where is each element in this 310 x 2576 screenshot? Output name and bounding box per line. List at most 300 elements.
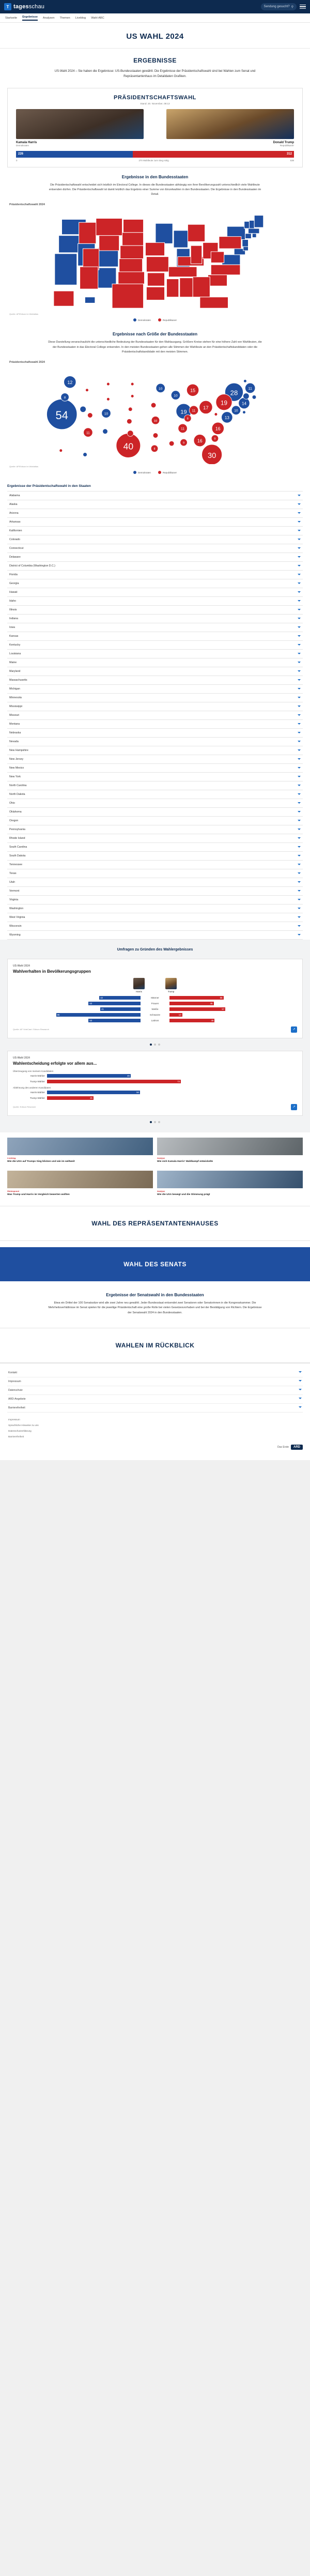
state-AL[interactable] [180,278,193,297]
chevron-down-icon[interactable] [298,758,301,760]
accordion-row[interactable] [7,808,303,817]
bubble-DE[interactable] [243,411,246,414]
banner-senate-title: WAHL DES SENATS [123,1261,187,1268]
accordion-row[interactable] [7,694,303,702]
accordion-row-label: Tennessee [9,863,23,866]
accordion-row[interactable] [7,535,303,544]
chevron-down-icon[interactable] [298,556,301,558]
footer-meta-link[interactable]: Impressum [8,1418,20,1421]
accordion-row[interactable] [7,746,303,755]
banner-retrospective[interactable] [0,1328,310,1363]
chart2-value: 25 [90,1096,92,1099]
footer-meta-link[interactable]: Sprachliche Hinweise zu uns [8,1423,39,1427]
chevron-down-icon[interactable] [298,934,301,936]
accordion-row[interactable] [7,931,303,940]
chevron-down-icon[interactable] [298,749,301,751]
chevron-down-icon[interactable] [298,837,301,839]
state-MT[interactable] [96,219,122,236]
nav-item-startseite[interactable]: Startseite [5,16,18,20]
bubble-NV[interactable] [80,406,86,412]
chevron-down-icon[interactable] [298,521,301,523]
state-NJ[interactable] [242,240,249,247]
state-IA[interactable] [145,243,164,256]
legend2-democrats [133,471,151,474]
bubble-label-CO: 10 [104,412,109,416]
chevron-down-icon[interactable] [298,785,301,786]
footer-links[interactable] [7,1369,303,1413]
accordion-row[interactable] [7,887,303,896]
state-MS[interactable] [166,279,178,297]
chevron-down-icon[interactable] [298,916,301,918]
accordion-row-label: Rhode Island [9,836,25,840]
chevron-down-icon[interactable] [298,503,301,505]
state-WI[interactable] [174,231,188,248]
chevron-down-icon[interactable] [298,723,301,725]
block-1-text: Die Präsidentschaftswahl entscheidet sich letztlich im Electoral College. In dieses die Bundesstaaten abhängig von ihrer Bevölkerungszahl unterschiedlich viele Wahlleute entsenden dürfen. Die Präsidentschaftswahl ist damit letztlich das Ergebnis einer Summe von Einzelwahlen in den Bundesstaaten. Die Ergebnisse in den Bundesstaaten im Detail. [49,183,261,196]
state-VA[interactable] [222,255,240,265]
accordion-row-label: Minnesota [9,696,22,699]
accordion-row[interactable] [7,799,303,808]
state-IN[interactable] [191,246,202,264]
accordion-row-label: Virginia [9,898,19,901]
bubble-SD[interactable] [131,394,134,397]
chevron-down-icon[interactable] [298,688,301,689]
accordion-row[interactable] [7,544,303,553]
senate-text: Etwa ein Drittel der 100 Senatssitze wird alle zwei Jahre neu gewählt. Jeder Bundesstaat entsendet zwei Senatoren oder Senatorinnen in die Kongresskammer. Die Mehrheitsverhältnisse im Senat spielen für die jeweilige Präsidentschaft eine große Rolle bei vielen Gesetzesvorhaben und bei der Bestätigung von Richtern. Die Ergebnisse der Senatswahl 2024 in den Bundesstaaten. [48,1301,262,1314]
legend-republicans-label: Republikaner [162,319,177,322]
pager-dot-2[interactable] [154,1044,156,1046]
map-2-caption: Präsidentschaftswahl 2024 [9,360,45,364]
accordion-row-label: Mississippi [9,704,23,708]
accordion-row[interactable] [7,615,303,623]
accordion-row[interactable] [7,755,303,764]
footer-link[interactable] [7,1369,303,1377]
chart1-row [13,1002,297,1005]
chart1-category-label: Männer [151,996,159,999]
accordion-row[interactable] [7,676,303,685]
accordion-row[interactable] [7,729,303,738]
presidential-card [7,88,303,167]
teaser-2[interactable] [157,1138,303,1163]
accordion-row[interactable] [7,720,303,729]
accordion-row[interactable] [7,764,303,773]
block-1-heading: Ergebnisse in den Bundesstaaten [121,174,189,179]
accordion-row[interactable] [7,527,303,535]
accordion-row[interactable] [7,500,303,509]
chevron-down-icon[interactable] [298,706,301,707]
teaser-1[interactable] [7,1138,153,1163]
search-icon[interactable]: ⚲ [291,5,293,9]
teaser-1-text: Wie die USA auf Trumps Sieg blicken und wie im weltweit [7,1160,75,1163]
state-AZ[interactable] [80,267,98,289]
chart2-footer [13,1104,297,1110]
chevron-down-icon[interactable] [298,872,301,874]
search-input[interactable] [261,3,297,10]
bubble-AK[interactable] [59,449,63,452]
bubble-label-VA: 13 [224,415,229,420]
carousel-pager-2[interactable] [0,1121,310,1123]
state-MI[interactable] [188,225,205,242]
state-ID[interactable] [79,223,96,244]
chart2-bar [47,1096,94,1100]
presidential-header [8,88,302,109]
teaser-2-text: Wie sich Kamala Harris' Wahlkampf entwickelte [157,1160,213,1163]
banner-house-title: WAHL DES REPRÄSENTANTENHAUSES [91,1220,219,1228]
footer-link[interactable] [7,1386,303,1395]
accordion-row[interactable] [7,773,303,781]
chart1-bar-harris [56,1013,141,1017]
teaser-1-thumb [7,1138,153,1155]
accordion-row[interactable] [7,588,303,597]
state-NE[interactable] [120,246,144,259]
accordion-row[interactable] [7,571,303,579]
accordion-row-label: District of Columbia (Washington D.C.) [9,564,55,568]
bubble-ID[interactable] [86,389,89,392]
bubble-NE[interactable] [128,407,132,411]
chevron-down-icon[interactable] [298,776,301,777]
bubble-label-MD: 10 [234,409,238,413]
pager-dot-1[interactable] [150,1044,152,1046]
chart1-category-label: Weiße [151,1007,159,1010]
accordion-row[interactable] [7,650,303,658]
page-hero [0,23,310,49]
chevron-down-icon[interactable] [298,618,301,619]
chevron-down-icon[interactable] [298,811,301,812]
chevron-down-icon[interactable] [299,1398,302,1399]
chevron-down-icon[interactable] [298,846,301,848]
accordion-row-label: Wisconsin [9,924,22,928]
accordion-row[interactable] [7,711,303,720]
accordion-row-label: Wyoming [9,933,21,937]
accordion-row[interactable] [7,553,303,562]
footer-meta-links[interactable] [7,1417,303,1439]
chevron-down-icon[interactable] [298,495,301,496]
chevron-down-icon[interactable] [298,908,301,909]
bubble-label-AZ: 11 [86,431,90,435]
state-MN[interactable] [156,224,173,244]
chart1-value-harris: 41 [101,1007,104,1010]
chevron-down-icon[interactable] [298,565,301,566]
trump-name: Donald Trump [273,141,294,144]
results-lead: US-Wahl 2024 – Sie haben die Ergebnisse: US-Bundesstaaten gewählt. Die Ergebnisse der Präsidentschaftswahl sind bei Wahlen zum Senat und Repräsentantenhaus im Detaildaten Grafiken. [54,70,256,78]
site-footer [0,1363,310,1460]
nav-item-wahl-abc[interactable]: Wahl-ABC [91,16,104,20]
chevron-down-icon[interactable] [298,530,301,531]
accordion-row[interactable] [7,518,303,527]
state-PA[interactable] [219,237,241,249]
chevron-down-icon[interactable] [299,1371,302,1373]
chevron-down-icon[interactable] [298,741,301,742]
accordion-row[interactable] [7,685,303,694]
bubble-label-OR: 8 [64,396,66,400]
bubble-label-NJ: 14 [242,401,246,406]
state-HI[interactable] [85,297,95,303]
chart1-category-label: Latinos [151,1019,159,1022]
chevron-down-icon[interactable] [298,609,301,610]
pager2-dot-2[interactable] [154,1121,156,1123]
bubble-label-IL: 19 [180,409,187,416]
chart1-category-label: Schwarze [149,1013,161,1016]
accordion-row[interactable] [7,562,303,571]
nav-item-liveblog[interactable]: Liveblog [75,16,86,20]
footer-link[interactable] [7,1395,303,1404]
state-ND[interactable] [123,220,144,233]
bubble-WY[interactable] [106,397,110,401]
pager2-dot-1[interactable] [150,1121,152,1123]
chevron-down-icon[interactable] [298,600,301,602]
state-LA[interactable] [146,287,164,300]
accordion-row[interactable] [7,790,303,799]
state-NH[interactable] [249,221,254,229]
accordion-row[interactable] [7,781,303,790]
accordion-row[interactable] [7,904,303,913]
bubble-label-WI: 10 [174,394,178,398]
chevron-down-icon[interactable] [299,1389,302,1390]
bubble-VT[interactable] [243,379,246,382]
surveys-cards-wrap [0,959,310,1132]
senate-heading: Ergebnisse der Senatswahl in den Bundesstaaten [106,1293,204,1298]
accordion-row-label: Vermont [9,889,20,893]
bubble-UT[interactable] [87,413,92,418]
state-MA[interactable] [248,228,259,234]
bubble-AR[interactable] [153,433,158,438]
chevron-down-icon[interactable] [298,670,301,672]
chevron-down-icon[interactable] [298,732,301,733]
bubble-CT[interactable] [243,393,250,400]
carousel-pager[interactable] [0,1044,310,1046]
teaser-3-thumb [7,1171,153,1188]
us-bubble-svg[interactable] [7,366,303,464]
chevron-down-icon[interactable] [298,635,301,637]
bubble-IA[interactable] [151,403,156,408]
state-RI[interactable] [252,234,256,238]
chart1-row [13,1019,297,1022]
chart2-row [13,1091,297,1094]
bubble-label-MO: 10 [153,419,158,423]
chevron-down-icon[interactable] [298,899,301,900]
chevron-down-icon[interactable] [298,653,301,654]
accordion-row[interactable] [7,852,303,861]
accordion-row-label: Kalifornien [9,529,22,532]
state-ME[interactable] [254,216,264,227]
accordion-row[interactable] [7,738,303,746]
chevron-down-icon[interactable] [298,925,301,927]
chevron-down-icon[interactable] [298,890,301,892]
accordion-row-label: New Hampshire [9,748,28,752]
chevron-down-icon[interactable] [298,793,301,795]
bubble-ND[interactable] [131,382,134,386]
chevron-down-icon[interactable] [298,864,301,865]
brand-name [13,4,44,10]
bubble-MT[interactable] [106,382,110,386]
state-KS[interactable] [119,259,143,272]
electoral-bar-wrap [8,147,302,167]
chevron-down-icon[interactable] [298,582,301,584]
accordion-row[interactable] [7,825,303,834]
chart1-value-trump: 45 [210,1002,213,1005]
accordion-row[interactable] [7,492,303,500]
page-title: US WAHL 2024 [126,32,184,41]
accordion-row-label: Georgia [9,581,19,585]
bubble-MS[interactable] [169,441,174,446]
state-WV[interactable] [211,252,224,263]
accordion-row-label: South Dakota [9,854,26,857]
chart2-row [13,1080,297,1083]
accordion-row[interactable] [7,632,303,641]
accordion-title: Ergebnisse der Präsidentschaftswahl in den Staaten [7,484,91,488]
accordion-row-label: New York [9,775,21,778]
chevron-down-icon[interactable] [298,539,301,540]
accordion-row[interactable] [7,623,303,632]
banner-house[interactable] [0,1206,310,1241]
chart-card-voter-groups [7,959,303,1038]
accordion-row[interactable] [7,834,303,843]
bubble-KS[interactable] [127,419,132,424]
accordion-row-label: Arkansas [9,520,21,524]
bubble-label-IN: 11 [192,409,196,413]
teaser-row-2 [0,1166,310,1199]
accordion-row-label: Maine [9,661,17,664]
bubble-label-TX: 40 [123,441,134,452]
state-WY[interactable] [99,236,119,251]
chevron-down-icon[interactable] [298,855,301,856]
chart2-value: 50 [136,1091,139,1094]
chevron-down-icon[interactable] [298,820,301,821]
state-SD[interactable] [122,233,144,246]
footer-meta-link[interactable]: Datenschutzerklärung [8,1429,32,1432]
share-icon[interactable]: ↗ [291,1026,297,1033]
nav-item-analysen[interactable]: Analysen [42,16,55,20]
state-TN[interactable] [168,267,197,278]
accordion-row[interactable] [7,702,303,711]
bubble-RI[interactable] [252,395,256,399]
accordion-row[interactable] [7,878,303,887]
teaser-4-text: Wie die USA bewegt und die Stimmung prägt [157,1193,210,1197]
bubble-label-AL: 9 [183,441,184,445]
bubble-NM[interactable] [103,429,108,434]
chart1-bar-trump [169,996,224,1000]
chevron-down-icon[interactable] [298,679,301,681]
state-AR[interactable] [147,273,164,286]
state-FL[interactable] [200,297,228,308]
harris-portrait-small [133,978,145,989]
us-map-svg[interactable] [7,208,303,312]
accordion-row[interactable] [7,843,303,852]
teaser-3[interactable] [7,1171,153,1197]
chevron-down-icon[interactable] [298,512,301,514]
bubble-OK[interactable] [127,431,133,437]
electoral-scale [16,159,294,162]
chevron-down-icon[interactable] [299,1380,302,1382]
footer-link-label: ARD-Angebote [8,1397,26,1401]
state-CT[interactable] [245,234,252,239]
chevron-down-icon[interactable] [298,574,301,575]
chevron-down-icon[interactable] [298,547,301,549]
state-CA[interactable] [55,254,77,285]
hamburger-icon[interactable] [300,5,306,9]
footer-link[interactable] [7,1377,303,1386]
bubble-HI[interactable] [83,452,87,456]
bubble-label-KY: 8 [187,417,189,421]
nav-item-ergebnisse[interactable]: Ergebnisse [22,16,38,21]
teaser-4[interactable] [157,1171,303,1197]
banner-senate[interactable] [0,1247,310,1281]
accordion-row[interactable] [7,509,303,518]
accordion-row[interactable] [7,641,303,650]
state-accordion[interactable] [7,491,303,940]
chevron-down-icon[interactable] [298,591,301,593]
pager2-dot-3[interactable] [158,1121,160,1123]
share-icon-2[interactable]: ↗ [291,1104,297,1110]
accordion-row[interactable] [7,869,303,878]
legend2-democrats-label: Demokraten [137,471,151,474]
chevron-down-icon[interactable] [298,697,301,698]
chevron-down-icon[interactable] [298,626,301,628]
footer-link-label: Datenschutz [8,1388,23,1392]
accordion-row[interactable] [7,922,303,931]
state-MO[interactable] [146,257,168,272]
us-bubble-map[interactable] [7,366,303,464]
accordion-row[interactable] [7,913,303,922]
accordion-row-label: Iowa [9,625,15,629]
state-SC[interactable] [208,275,227,286]
chevron-down-icon[interactable] [298,662,301,663]
state-VT[interactable] [244,222,250,229]
chart1-source: Quelle: AP VoteCast / Edison Research [13,1028,49,1031]
state-NC[interactable] [211,265,240,275]
accordion-row[interactable] [7,579,303,588]
chevron-down-icon[interactable] [298,829,301,830]
legend-republicans [158,318,177,321]
chart2-group-label: Ablehnung des anderen Kandidaten [13,1086,51,1089]
accordion-row-label: Nebraska [9,731,21,734]
nav-item-themen[interactable]: Themen [59,16,70,20]
chevron-down-icon[interactable] [298,802,301,804]
top-bar-actions [261,3,306,10]
accordion-row[interactable] [7,597,303,606]
state-OK[interactable] [118,272,145,284]
scale-right: 538 [290,159,294,162]
state-GA[interactable] [193,277,210,297]
pager-dot-3[interactable] [158,1044,160,1046]
chevron-down-icon[interactable] [298,881,301,883]
accordion-row-label: Montana [9,722,20,726]
accordion-row-label: Texas [9,871,17,875]
chevron-down-icon[interactable] [299,1406,302,1408]
teaser-row-1 [0,1132,310,1166]
accordion-row[interactable] [7,817,303,825]
footer-link[interactable] [7,1404,303,1413]
us-choropleth-map[interactable] [7,208,303,312]
chart2-group-label: Überzeugung von meinem Kandidaten [13,1069,54,1072]
bubble-WV[interactable] [214,413,218,416]
chart2-row-label: Trump-Wähler [29,1096,45,1099]
chevron-down-icon[interactable] [298,767,301,769]
site-logo[interactable] [4,3,44,10]
accordion-row[interactable] [7,896,303,904]
teaser-3-text: Was Trump und Harris im Vergleich bewerten wollten [7,1193,70,1197]
state-TX[interactable] [112,284,143,309]
chevron-down-icon[interactable] [298,644,301,646]
accordion-row[interactable] [7,658,303,667]
state-AK[interactable] [54,291,74,306]
accordion-row[interactable] [7,606,303,615]
chart1-bar-harris [88,1002,141,1005]
accordion-row[interactable] [7,667,303,676]
footer-meta-link[interactable]: Barrierefreiheit [8,1435,24,1438]
chevron-down-icon[interactable] [298,714,301,716]
accordion-row[interactable] [7,861,303,869]
